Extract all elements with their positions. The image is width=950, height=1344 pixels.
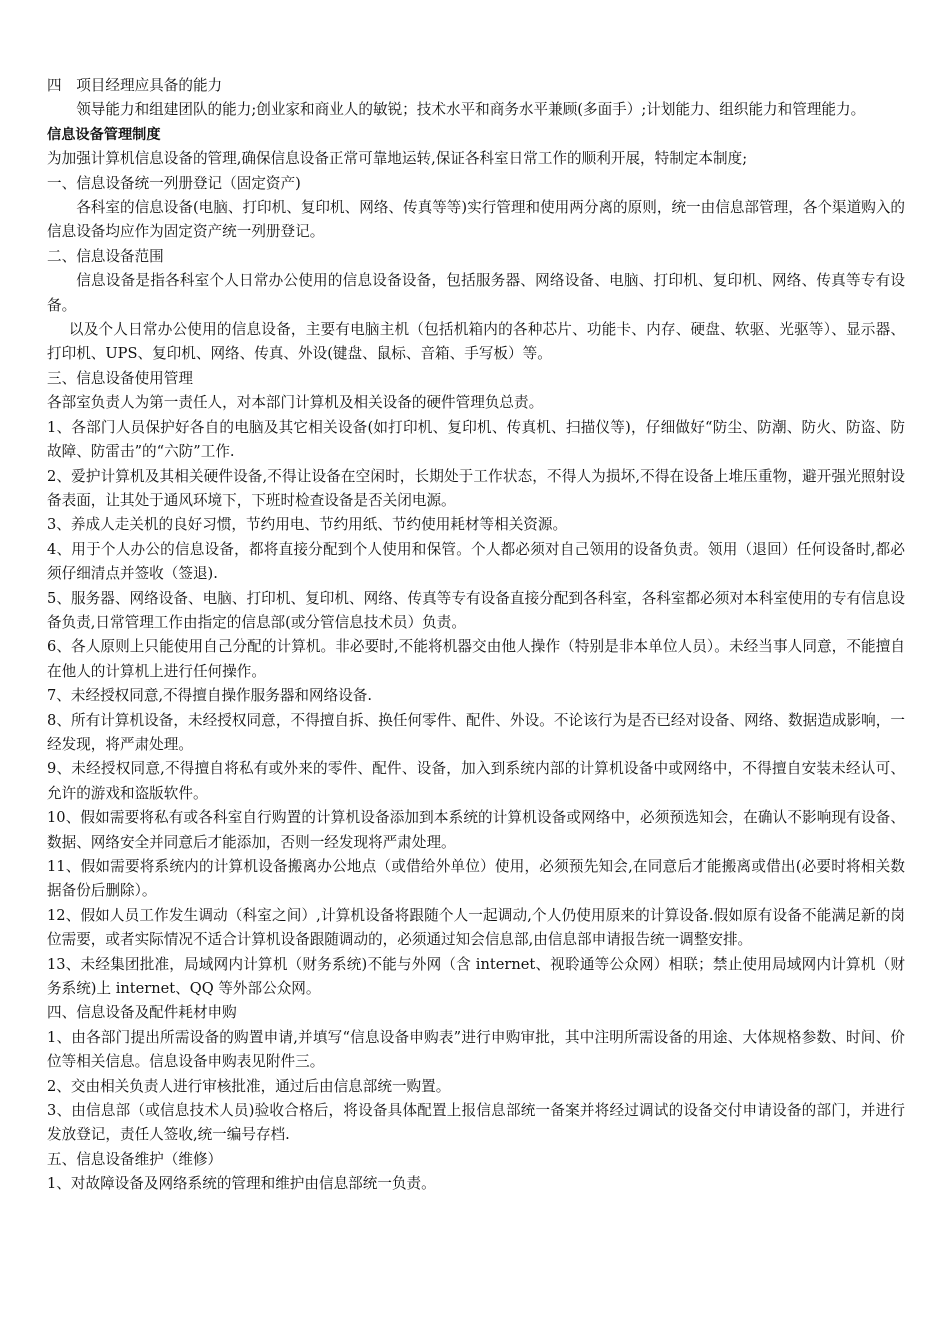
list-item-usage-13: 13、未经集团批准，局域网内计算机（财务系统)不能与外网（含 internet、视聆通等公众网）相联；禁止使用局域网内计算机（财务系统)上 internet、QQ 等外部公众网。 <box>47 955 905 998</box>
list-item-usage-9: 9、未经授权同意,不得擅自将私有或外来的零件、配件、设备，加入到系统内部的计算机设备中或网络中，不得擅自安装未经认可、允许的游戏和盗版软件。 <box>47 760 905 802</box>
list-item-usage-5: 5、服务器、网络设备、电脑、打印机、复印机、网络、传真等专有设备直接分配到各科室，各科室都必须对本科室使用的专有信息设备负责,日常管理工作由指定的信息部(或分管信息技术员）负责。 <box>47 589 905 631</box>
section-heading-5: 五、信息设备维护（维修） <box>47 1150 223 1168</box>
list-item-usage-12: 12、假如人员工作发生调动（科室之间）,计算机设备将跟随个人一起调动,个人仍使用原来的计算设备.假如原有设备不能满足新的岗位需要，或者实际情况不适合计算机设备跟随调动的，必须通过知会信息部,由信息部申请报告统一调整安排。 <box>47 906 905 949</box>
list-item-maintenance-1: 1、对故障设备及网络系统的管理和维护由信息部统一负责。 <box>47 1175 436 1193</box>
document-body <box>47 74 905 1197</box>
paragraph-scope-1: 信息设备是指各科室个人日常办公使用的信息设备设备，包括服务器、网络设备、电脑、打印机、复印机、网络、传真等专有设备。 <box>47 272 905 314</box>
list-item-purchase-3: 3、由信息部（或信息技术人员)验收合格后，将设备具体配置上报信息部统一备案并将经过调试的设备交付申请设备的部门，并进行发放登记，责任人签收,统一编号存档. <box>47 1102 905 1144</box>
list-item-usage-6: 6、各人原则上只能使用自己分配的计算机。非必要时,不能将机器交由他人操作（特别是非本单位人员）。未经当事人同意，不能擅自在他人的计算机上进行任何操作。 <box>47 638 905 680</box>
paragraph-scope-2: 以及个人日常办公使用的信息设备，主要有电脑主机（包括机箱内的各种芯片、功能卡、内存、硬盘、软驱、光驱等）、显示器、打印机、UPS、复印机、网络、传真、外设(键盘、鼠标、音箱、手写板）等。 <box>47 321 905 363</box>
section-heading-pm-abilities: 四 项目经理应具备的能力 <box>47 77 223 94</box>
list-item-usage-3: 3、养成人走关机的良好习惯，节约用电、节约用纸、节约使用耗材等相关资源。 <box>47 516 568 534</box>
paragraph-intro: 为加强计算机信息设备的管理,确保信息设备正常可靠地运转,保证各科室日常工作的顺利开展，特制定本制度; <box>47 150 748 168</box>
section-heading-2: 二、信息设备范围 <box>47 247 164 265</box>
list-item-usage-1: 1、各部门人员保护好各自的电脑及其它相关设备(如打印机、复印机、传真机、扫描仪等)，仔细做好“防尘、防潮、防火、防盗、防故障、防雷击”的“六防”工作. <box>47 418 905 461</box>
paragraph-pm-abilities: 领导能力和组建团队的能力;创业家和商业人的敏锐；技术水平和商务水平兼顾(多面手）;计划能力、组织能力和管理能力。 <box>76 101 866 119</box>
list-item-usage-4: 4、用于个人办公的信息设备，都将直接分配到个人使用和保管。个人都必须对自己领用的设备负责。领用（退回）任何设备时,都必须仔细清点并签收（签退). <box>47 540 905 583</box>
list-item-usage-2: 2、爱护计算机及其相关硬件设备,不得让设备在空闲时，长期处于工作状态，不得人为损坏,不得在设备上堆压重物，避开强光照射设备表面，让其处于通风环境下，下班时检查设备是否关闭电源。 <box>47 467 905 509</box>
list-item-purchase-2: 2、交由相关负责人进行审核批准，通过后由信息部统一购置。 <box>47 1077 451 1095</box>
paragraph-responsibility: 各部室负责人为第一责任人，对本部门计算机及相关设备的硬件管理负总责。 <box>47 394 544 412</box>
list-item-usage-7: 7、未经授权同意,不得擅自操作服务器和网络设备. <box>47 687 373 705</box>
list-item-usage-11: 11、假如需要将系统内的计算机设备搬离办公地点（或借给外单位）使用，必须预先知会,在同意后才能搬离或借出(必要时将相关数据备份后删除）。 <box>47 858 905 900</box>
section-heading-1: 一、信息设备统一列册登记（固定资产) <box>47 174 301 192</box>
list-item-usage-8: 8、所有计算机设备，未经授权同意，不得擅自拆、换任何零件、配件、外设。不论该行为是否已经对设备、网络、数据造成影响，一经发现，将严肃处理。 <box>47 711 905 753</box>
document-title: 信息设备管理制度 <box>47 126 161 143</box>
paragraph-registration: 各科室的信息设备(电脑、打印机、复印机、网络、传真等等)实行管理和使用两分离的原则，统一由信息部管理，各个渠道购入的信息设备均应作为固定资产统一列册登记。 <box>47 199 905 241</box>
section-heading-4: 四、信息设备及配件耗材申购 <box>47 1004 237 1022</box>
section-heading-3: 三、信息设备使用管理 <box>47 369 193 387</box>
list-item-usage-10: 10、假如需要将私有或各科室自行购置的计算机设备添加到本系统的计算机设备或网络中，必须预选知会，在确认不影响现有设备、数据、网络安全并同意后才能添加，否则一经发现将严肃处理。 <box>47 809 905 851</box>
list-item-purchase-1: 1、由各部门提出所需设备的购置申请,并填写“信息设备申购表”进行申购审批，其中注明所需设备的用途、大体规格参数、时间、价位等相关信息。信息设备申购表见附件三。 <box>47 1028 905 1071</box>
